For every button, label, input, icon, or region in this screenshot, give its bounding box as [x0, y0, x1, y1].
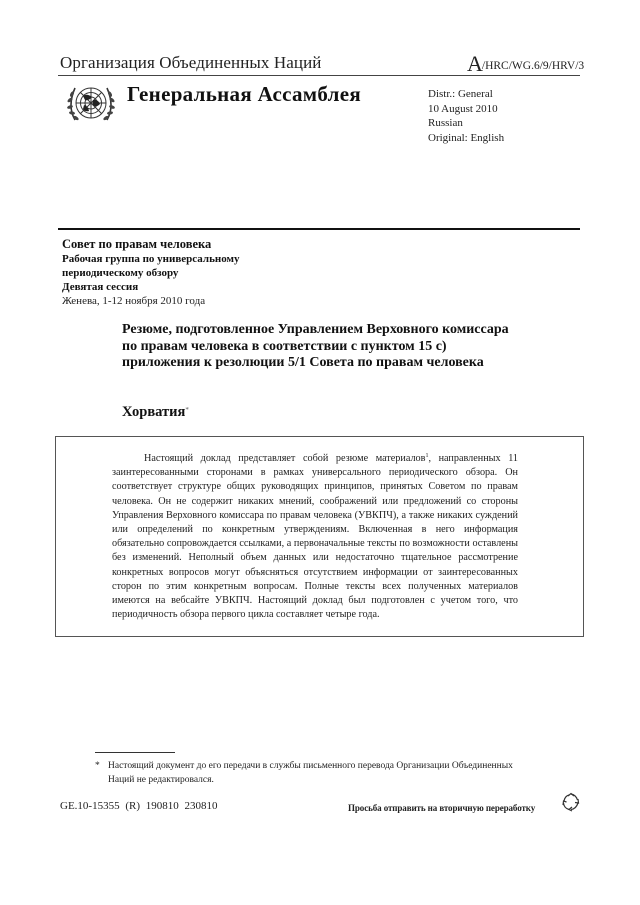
organization-name: Организация Объединенных Наций	[60, 53, 322, 72]
council-block	[62, 237, 240, 308]
distr-original: Original: English	[428, 131, 505, 144]
symbol-rest: /HRC/WG.6/9/HRV/3	[481, 60, 585, 72]
venue-date: Женева, 1-12 ноября 2010 года	[62, 295, 206, 307]
recycle-notice: Просьба отправить на вторичную переработку	[348, 803, 536, 813]
header-rule	[58, 75, 580, 76]
section-rule	[58, 228, 580, 230]
footnote-rule	[95, 752, 175, 753]
country-footnote-mark: *	[185, 406, 189, 414]
footnote	[95, 759, 528, 787]
distr-language: Russian	[428, 117, 463, 129]
country-name: Хорватия	[122, 404, 186, 420]
working-group-line1: Рабочая группа по универсальному	[62, 253, 240, 265]
symbol-prefix: A	[467, 51, 482, 76]
job-number: GE.10-15355 (R) 190810 230810	[60, 800, 218, 812]
document-heading: Резюме, подготовленное Управлением Верховного комиссара по правам человека в соответствии с пунктом 15 с) приложения к резолюции 5/1 Совета по правам человека	[122, 322, 509, 370]
un-emblem-icon	[65, 80, 117, 128]
working-group-line2: периодическому обзору	[62, 267, 179, 279]
country-title	[122, 404, 189, 421]
summary-paragraph	[112, 452, 518, 622]
summary-text-part1: Настоящий доклад представляет собой резюме материалов	[144, 453, 426, 464]
distribution-info	[428, 87, 504, 145]
footnote-ref: 1	[425, 453, 429, 459]
summary-text-part2: , направленных 11 заинтересованными сторонами в рамках универсального периодического обзора. Он соответствует структуре общих руководящих принципов, принятых Советом по правам человека. Он не содержит никаких мнений, соображений или предложений со стороны Управления Верховного комиссара по правам человека (УВКПЧ), а также никаких суждений или определений по конкретным утверждениям. Включенная в него информация обязательно сопровождается ссылками, а первоначальные тексты по возможности оставлены без изменений. Неполный объем данных или недостаточно тщательное рассмотрение конкретных вопросов могут объясняться отсутствием информации от заинтересованных сторон по этим конкретным вопросам. Полные тексты всех полученных материалов имеются на вебсайте УВКПЧ. Настоящий доклад был подготовлен с учетом того, что периодичность обзора первого цикла составляет четыре года.	[112, 453, 519, 621]
recycle-icon	[561, 792, 581, 812]
footnote-mark: *	[95, 761, 100, 771]
distr-date: 10 August 2010	[428, 102, 498, 115]
assembly-title: Генеральная Ассамблея	[127, 82, 362, 106]
session-name: Девятая сессия	[62, 281, 139, 293]
distr-type: Distr.: General	[428, 88, 493, 100]
document-symbol	[467, 51, 584, 77]
council-title: Совет по правам человека	[62, 237, 212, 251]
footnote-text: Настоящий документ до его передачи в службы письменного перевода Организации Объединенных Наций не редактировался.	[108, 761, 513, 785]
